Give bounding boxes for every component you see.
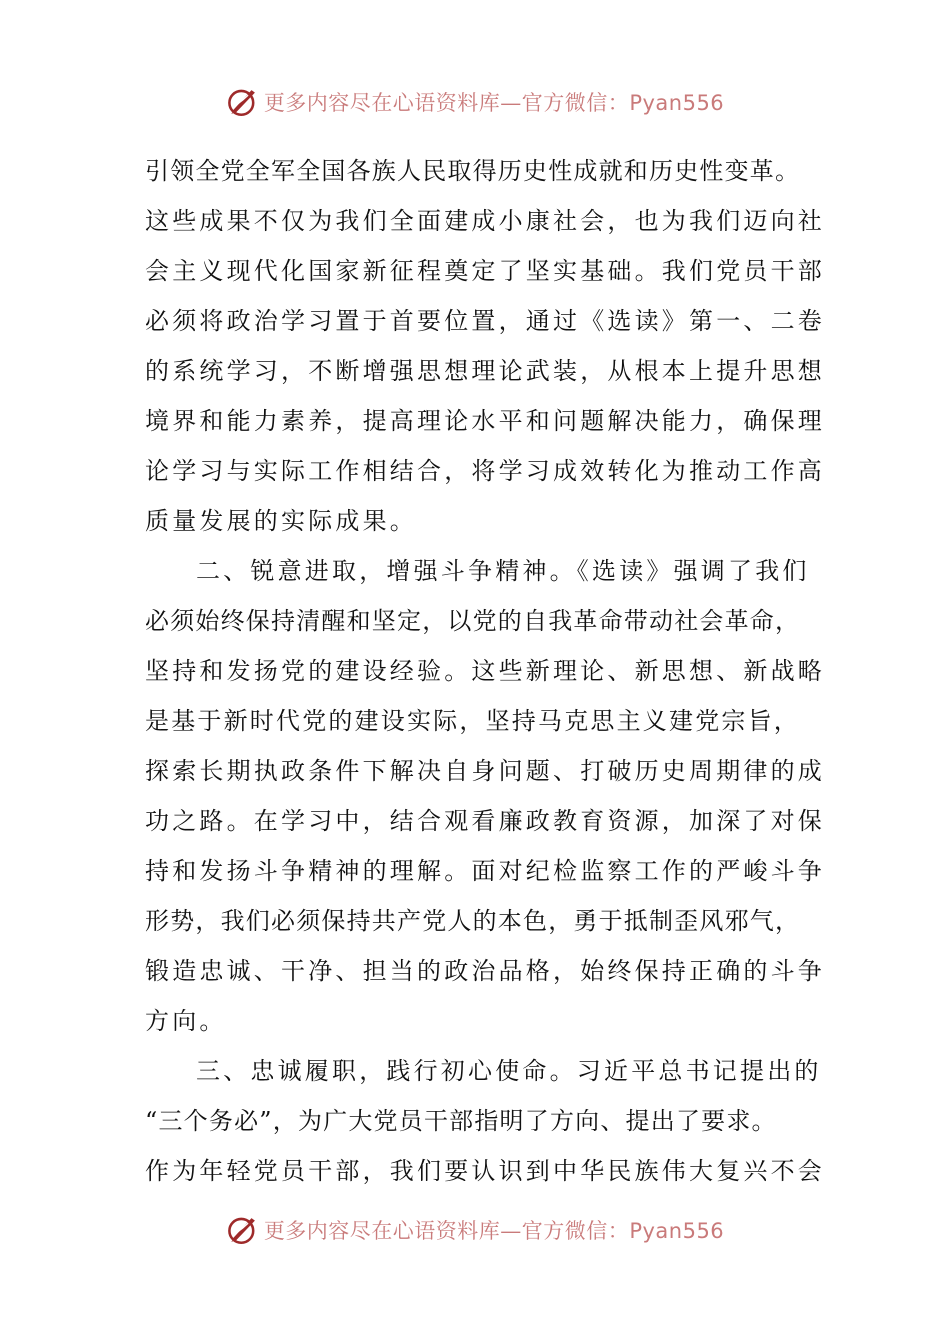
body-line: 质量发展的实际成果。 bbox=[145, 507, 417, 535]
body-line: 方向。 bbox=[145, 1007, 227, 1035]
body-line: 锻造忠诚、干净、担当的政治品格，始终保持正确的斗争 bbox=[145, 957, 825, 985]
body-line: 的系统学习，不断增强思想理论武装，从根本上提升思想 bbox=[145, 357, 825, 385]
body-line: 这些成果不仅为我们全面建成小康社会，也为我们迈向社 bbox=[145, 207, 825, 235]
watermark-text: 更多内容尽在心语资料库—官方微信：Pyan556 bbox=[263, 91, 725, 115]
body-line: “三个务必”，为广大党员干部指明了方向、提出了要求。 bbox=[145, 1107, 777, 1135]
body-line: 引领全党全军全国各族人民取得历史性成就和历史性变革。 bbox=[145, 157, 801, 185]
body-line: 必须始终保持清醒和坚定，以党的自我革命带动社会革命， bbox=[145, 607, 801, 635]
body-line: 境界和能力素养，提高理论水平和问题解决能力，确保理 bbox=[145, 407, 825, 435]
quill-pen-seal-icon bbox=[226, 85, 260, 119]
body-line: 持和发扬斗争精神的理解。面对纪检监察工作的严峻斗争 bbox=[145, 857, 825, 885]
body-line: 必须将政治学习置于首要位置，通过《选读》第一、二卷 bbox=[145, 307, 825, 335]
watermark-text: 更多内容尽在心语资料库—官方微信：Pyan556 bbox=[263, 1219, 725, 1243]
body-line: 功之路。在学习中，结合观看廉政教育资源，加深了对保 bbox=[145, 807, 825, 835]
wechat-id: Pyan556 bbox=[629, 1219, 725, 1243]
body-line: 是基于新时代党的建设实际，坚持马克思主义建党宗旨， bbox=[145, 707, 800, 735]
quill-pen-seal-icon bbox=[226, 1213, 260, 1247]
paragraph-heading: 二、锐意进取，增强斗争精神。《选读》强调了我们 bbox=[196, 557, 810, 585]
footer-watermark bbox=[0, 1210, 950, 1250]
body-line: 论学习与实际工作相结合，将学习成效转化为推动工作高 bbox=[145, 457, 825, 485]
document-body bbox=[145, 146, 825, 1196]
body-line: 作为年轻党员干部，我们要认识到中华民族伟大复兴不会 bbox=[145, 1157, 825, 1185]
wechat-id: Pyan556 bbox=[629, 91, 725, 115]
body-line: 探索长期执政条件下解决自身问题、打破历史周期律的成 bbox=[145, 757, 825, 785]
paragraph-heading: 三、忠诚履职，践行初心使命。习近平总书记提出的 bbox=[196, 1057, 822, 1085]
body-line: 形势，我们必须保持共产党人的本色，勇于抵制歪风邪气， bbox=[145, 907, 801, 935]
header-watermark bbox=[0, 82, 950, 122]
body-line: 会主义现代化国家新征程奠定了坚实基础。我们党员干部 bbox=[145, 257, 825, 285]
body-line: 坚持和发扬党的建设经验。这些新理论、新思想、新战略 bbox=[145, 657, 825, 685]
